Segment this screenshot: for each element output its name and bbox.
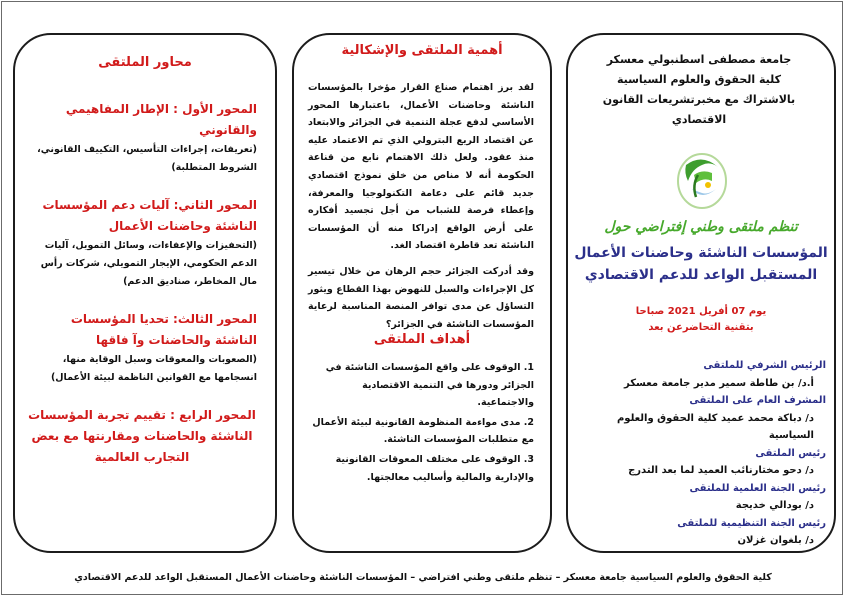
- axis-description: (التحفيزات والإعفاءات، وسائل التمويل، آليات الدعم الحكومي، الإيجار التمويلي، شركات رأس مال المخاطر، صناديق الدعم): [40, 240, 257, 287]
- axis-title: المحور الأول : الإطار المفاهيمي والقانوني: [65, 102, 257, 137]
- left-panel: [13, 33, 277, 553]
- goals-list: [304, 359, 534, 488]
- role-conference-president: رئيس الملتقى: [755, 447, 826, 459]
- person-organizing-committee: د/ بلغوان غزلان: [737, 535, 814, 546]
- goal-item: 2. مدى مواءمة المنظومة القانونية لبيئة الأعمال مع متطلبات المؤسسات الناشئة.: [312, 416, 534, 446]
- date-line: يوم 07 أفريل 2021 صباحا: [635, 306, 767, 317]
- axes-list: [27, 99, 257, 486]
- remote-line: بتقنية التحاضرعن بعد: [648, 322, 754, 333]
- faculty-name: كلية الحقوق والعلوم السياسية: [616, 73, 782, 86]
- axis-item: [27, 99, 257, 177]
- conference-logo-icon: [672, 145, 732, 213]
- importance-text: [308, 79, 534, 341]
- goals-heading: أهداف الملتقى: [373, 332, 471, 347]
- axis-description: (تعريفات، إجراءات التأسيس، التكييف القانوني، الشروط المتطلبة): [37, 144, 257, 173]
- person-honorary-president: أ.د/ بن طاطة سمير مدير جامعة معسكر: [623, 377, 814, 389]
- university-name: جامعة مصطفى اسطنبولي معسكر: [606, 53, 792, 66]
- organizers-list: [578, 357, 826, 550]
- conference-title-line1: المؤسسات الناشئة وحاضنات الأعمال: [574, 245, 828, 261]
- importance-heading: أهمية الملتقى والإشكالية: [341, 43, 503, 58]
- axis-item: [27, 405, 257, 468]
- conference-date: [574, 304, 828, 336]
- axis-title: المحور الرابع : تقييم تجربة المؤسسات الناشئة والحاضنات ومقارنتها مع بعض التجارب العالمية: [28, 408, 256, 464]
- conference-title: [574, 242, 828, 286]
- right-panel: [566, 33, 836, 553]
- axis-title: المحور الثاني: آليات دعم المؤسسات الناشئة وحاضنات الأعمال: [42, 198, 257, 233]
- role-general-supervisor: المشرف العام على الملتقى: [689, 395, 826, 406]
- axis-item: [27, 309, 257, 387]
- middle-panel: [292, 33, 552, 553]
- person-scientific-committee: د/ بودالي خديجة: [735, 500, 814, 511]
- organize-line: تنظم ملتقى وطني إفتراضي حول: [604, 219, 798, 235]
- person-conference-president: د/ دحو مختارنائب العميد لما بعد التدرج: [628, 465, 814, 476]
- role-scientific-committee: رئيس الجنة العلمية للملتقى: [689, 482, 826, 494]
- axes-heading: محاور الملتقى: [98, 55, 192, 70]
- axis-description: (الصعوبات والمعوقات وسبل الوقاية منها، انسجامها مع القوانين الناظمة لبيئة الأعمال): [50, 354, 257, 383]
- axis-item: [27, 195, 257, 291]
- problem-paragraph: وقد أدركت الجزائر حجم الرهان من خلال تيسير كل الإجراءات والسبل للنهوض بهذا القطاع ويثور التساؤل عن مدى توافر المنصة المناسبة لرعاية المؤسسات الناشئة في الجزائر؟: [308, 265, 534, 330]
- footer-line: كلية الحقوق والعلوم السياسية جامعة معسكر – تنظم ملتقى وطني افتراضي – المؤسسات الناشئة وحاضنات الأعمال المستقبل الواعد للدعم الاقتصادي: [74, 572, 772, 583]
- role-honorary-president: الرئيس الشرفي للملتقى: [703, 360, 826, 371]
- goal-item: 3. الوقوف على مختلف المعوقات القانونية والإدارية والمالية وأساليب معالجتها.: [335, 453, 534, 483]
- conference-title-line2: المستقبل الواعد للدعم الاقتصادي: [584, 267, 818, 283]
- role-organizing-committee: رئيس الجنة التنظيمية للملتقى: [677, 517, 826, 529]
- lab-partnership: بالاشتراك مع مخبرتشريعات القانون الاقتصادي: [602, 93, 796, 126]
- goal-item: 1. الوقوف على واقع المؤسسات الناشئة في الجزائر ودورها في التنمية الاقتصادية والاجتماعية.: [325, 362, 534, 409]
- person-general-supervisor: د/ دباكة محمد عميد كلية الحقوق والعلوم السياسية: [616, 412, 814, 441]
- axis-title: المحور الثالث: تحديا المؤسسات الناشئة والحاضنات وآ فاقها: [70, 312, 257, 347]
- university-header: [574, 50, 824, 130]
- importance-paragraph: لقد برز اهتمام صناع القرار مؤخرا بالمؤسسات الناشئة وحاضنات الأعمال، باعتبارها المحور الأساسي لدفع عجلة التنمية في الجزائر والابتعاد عن اقتصاد الريع البترولي الذي تم الاعتماد عليه منذ عقود. ولعل ذلك الاهتمام نابع من قناعة الحكومة أنه لا مناص من خلق نموذج اقتصادي جديد قائم على دعامة التكنولوجيا والمعرفة، وإعطاء فرصة للشباب من أجل تجسيد أفكاره على أرض الواقع إدراكا منه أن المؤسسات الناشئة تعد قاطرة اقتصاد الغد.: [308, 82, 534, 252]
